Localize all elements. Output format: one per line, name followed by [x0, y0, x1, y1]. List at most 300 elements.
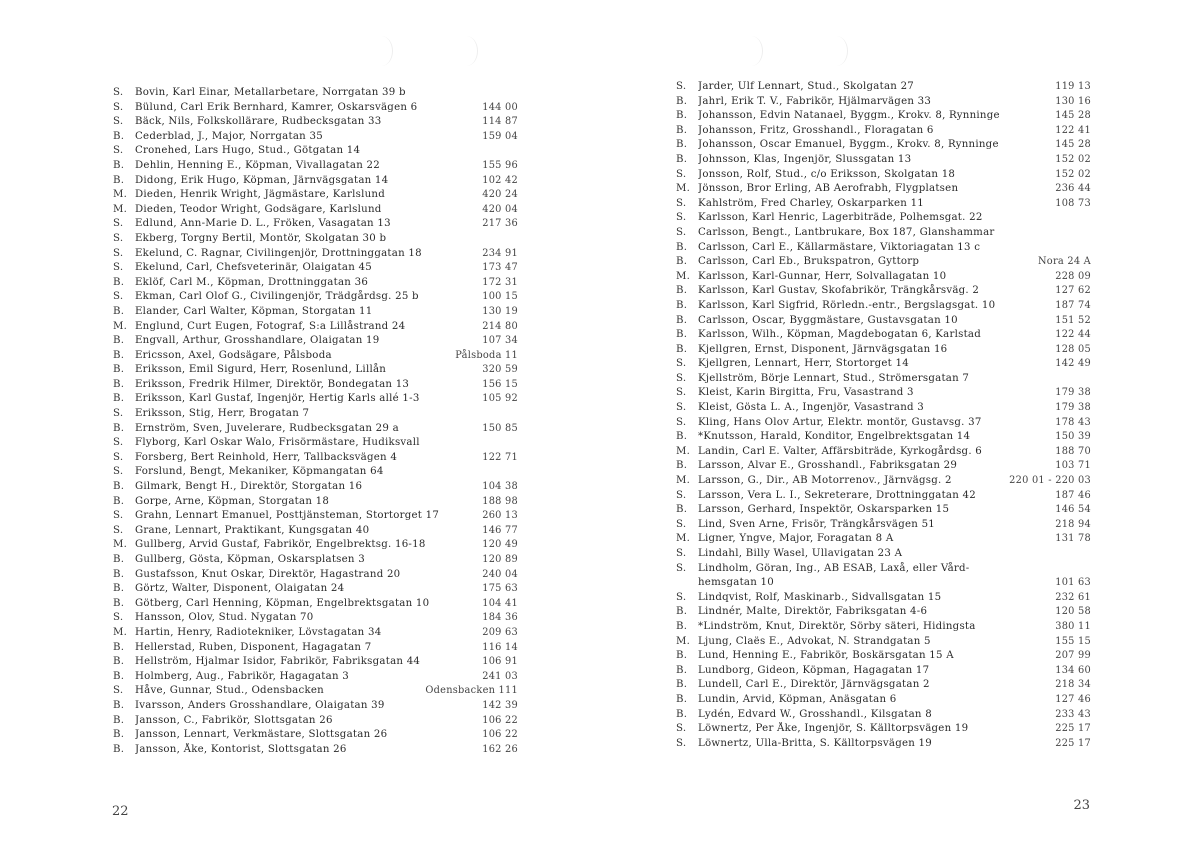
phone-number: 100 15 — [482, 291, 518, 303]
directory-entry — [113, 86, 518, 101]
entry-text: Hellström, Hjalmar Isidor, Fabrikör, Fabriksgatan 44 — [135, 656, 421, 668]
entry-text: Lundell, Carl E., Direktör, Järnvägsgatan 2 — [698, 679, 930, 691]
category-code: S. — [113, 524, 124, 536]
phone-number: 188 98 — [482, 495, 518, 507]
category-code: B. — [676, 664, 688, 676]
entry-text: Karlsson, Wilh., Köpman, Magdebogatan 6, Karlstad — [698, 329, 982, 341]
phone-number: 232 61 — [1055, 591, 1091, 603]
entry-text: Gorpe, Arne, Köpman, Storgatan 18 — [135, 495, 330, 507]
entry-text: Jansson, Lennart, Verkmästare, Slottsgatan 26 — [135, 729, 388, 741]
category-code: S. — [676, 81, 687, 92]
phone-number: 127 46 — [1055, 693, 1091, 705]
directory-entry — [676, 197, 1091, 212]
phone-number: 240 04 — [482, 568, 518, 580]
entry-text: Holmberg, Aug., Fabrikör, Hagagatan 3 — [135, 670, 349, 682]
phone-number: 134 60 — [1055, 664, 1091, 676]
entry-text: Ivarsson, Anders Grosshandlare, Olaigatan 39 — [135, 699, 385, 711]
directory-entry — [113, 495, 518, 510]
category-code: S. — [113, 612, 124, 624]
phone-number: 420 04 — [482, 203, 518, 215]
entry-text: Johansson, Oscar Emanuel, Byggm., Krokv. 8, Rynninge — [698, 139, 999, 151]
category-code: S. — [676, 372, 687, 384]
category-code: S. — [113, 218, 124, 230]
phone-number: 156 15 — [482, 378, 518, 390]
category-code: B. — [676, 620, 688, 632]
category-code: B. — [113, 335, 125, 347]
phone-number: 184 36 — [482, 612, 518, 624]
directory-entry — [113, 641, 518, 656]
entry-text: Forslund, Bengt, Mekaniker, Köpmangatan 64 — [135, 466, 384, 478]
category-code: S. — [676, 416, 687, 428]
directory-entry — [113, 509, 518, 524]
entry-text: Lundin, Arvid, Köpman, Anäsgatan 6 — [698, 693, 897, 705]
phone-number: 218 94 — [1055, 518, 1091, 530]
directory-entry — [113, 728, 518, 743]
entry-text: Landin, Carl E. Valter, Affärsbiträde, Kyrkogårdsg. 6 — [698, 445, 983, 457]
phone-number: 173 47 — [482, 262, 518, 274]
entry-text: Ekelund, Carl, Chefsveterinär, Olaigatan 45 — [135, 262, 372, 274]
right-page — [600, 0, 1200, 848]
phone-number: 179 38 — [1055, 402, 1091, 414]
directory-entry — [676, 328, 1091, 343]
category-code: M. — [113, 320, 128, 332]
directory-entry — [113, 130, 518, 145]
entry-text: Eriksson, Emil Sigurd, Herr, Rosenlund, Lillån — [135, 364, 387, 376]
category-code: S. — [676, 737, 687, 749]
category-code: B. — [676, 139, 688, 151]
category-code: B. — [113, 714, 125, 726]
directory-entry — [113, 378, 518, 393]
entry-text: Lind, Sven Arne, Frisör, Trängkårsvägen 51 — [698, 518, 936, 530]
directory-entry — [113, 568, 518, 583]
entry-text: Götberg, Carl Henning, Köpman, Engelbrektsgatan 10 — [135, 597, 430, 609]
category-code: S. — [676, 197, 687, 209]
phone-number: 122 44 — [1055, 329, 1091, 341]
entry-text: Lindholm, Göran, Ing., AB ESAB, Laxå, eller Vård- — [698, 562, 970, 574]
category-code: S. — [113, 291, 124, 303]
phone-number: 122 71 — [482, 451, 518, 463]
entry-text: *Lindström, Knut, Direktör, Sörby säteri, Hidingsta — [698, 620, 976, 632]
category-code: S. — [113, 262, 124, 274]
phone-number: 151 52 — [1055, 314, 1091, 326]
directory-entry — [676, 518, 1091, 533]
category-code: M. — [113, 189, 128, 201]
directory-entry — [113, 626, 518, 641]
directory-entry — [676, 153, 1091, 168]
phone-number: 175 63 — [482, 583, 518, 595]
phone-number: 159 04 — [482, 130, 518, 142]
category-code: B. — [113, 656, 125, 668]
entry-text: Lundborg, Gideon, Köpman, Hagagatan 17 — [698, 664, 930, 676]
directory-entry — [676, 255, 1091, 270]
category-code: B. — [113, 597, 125, 609]
phone-number: 107 34 — [482, 335, 518, 347]
entry-text: Ernström, Sven, Juvelerare, Rudbecksgatan 29 a — [135, 422, 399, 434]
directory-entry — [676, 372, 1091, 387]
entry-text: Ekelund, C. Ragnar, Civilingenjör, Drottninggatan 18 — [135, 247, 422, 259]
directory-entry — [113, 217, 518, 232]
phone-number: 152 02 — [1055, 153, 1091, 165]
entry-text: Görtz, Walter, Disponent, Olaigatan 24 — [135, 583, 345, 595]
directory-entry — [676, 416, 1091, 431]
entry-text: Ekberg, Torgny Bertil, Montör, Skolgatan 30 b — [135, 232, 387, 244]
entry-text: Grahn, Lennart Emanuel, Posttjänsteman, Stortorget 17 — [135, 510, 440, 522]
category-code: S. — [113, 510, 124, 522]
directory-entry — [676, 241, 1091, 256]
entry-text: Karlsson, Karl Gustav, Skofabrikör, Trängkårsväg. 2 — [698, 285, 980, 297]
phone-number: 172 31 — [482, 276, 518, 288]
phone-number: 380 11 — [1055, 620, 1091, 632]
phone-number: 144 00 — [482, 101, 518, 113]
category-code: B. — [113, 130, 125, 142]
category-code: S. — [676, 168, 687, 180]
category-code: B. — [113, 378, 125, 390]
directory-entry — [113, 538, 518, 553]
category-code: M. — [676, 533, 691, 545]
phone-number: 130 19 — [482, 305, 518, 317]
directory-entry — [113, 276, 518, 291]
entry-text: Johnsson, Klas, Ingenjör, Slussgatan 13 — [698, 153, 912, 165]
entry-text: Ekman, Carl Olof G., Civilingenjör, Trädgårdsg. 25 b — [135, 291, 419, 303]
directory-entry — [113, 115, 518, 130]
category-code: B. — [676, 679, 688, 691]
phone-number: 236 44 — [1055, 183, 1091, 195]
category-code: M. — [113, 203, 128, 215]
category-code: M. — [676, 445, 691, 457]
entry-text: Ericsson, Axel, Godsägare, Pålsboda — [135, 349, 332, 361]
entry-text: Eriksson, Karl Gustaf, Ingenjör, Hertig Karls allé 1-3 — [135, 393, 420, 405]
entry-text: Gustafsson, Knut Oskar, Direktör, Hagastrand 20 — [135, 568, 401, 580]
directory-entry — [113, 670, 518, 685]
directory-entries-left — [113, 86, 518, 757]
directory-entry — [113, 261, 518, 276]
directory-entry — [676, 474, 1091, 489]
entry-text: Eriksson, Fredrik Hilmer, Direktör, Bondegatan 13 — [135, 378, 410, 390]
phone-number: 234 91 — [482, 247, 518, 259]
entry-text: Jahrl, Erik T. V., Fabrikör, Hjälmarvägen 33 — [698, 95, 932, 107]
category-code: S. — [113, 451, 124, 463]
directory-entry — [113, 553, 518, 568]
category-code: B. — [113, 554, 125, 565]
directory-entry — [676, 211, 1091, 226]
entry-text: Kjellström, Börje Lennart, Stud., Strömersgatan 7 — [698, 372, 970, 384]
entry-text: Dieden, Henrik Wright, Jägmästare, Karlslund — [135, 189, 385, 201]
category-code: S. — [113, 232, 124, 244]
category-code: S. — [676, 212, 687, 224]
entry-text: Bäck, Nils, Folkskollärare, Rudbecksgatan 33 — [135, 116, 382, 128]
phone-number: Odensbacken 111 — [425, 685, 518, 697]
entry-text: Engvall, Arthur, Grosshandlare, Olaigatan 19 — [135, 335, 380, 347]
category-code: S. — [676, 723, 687, 735]
phone-number: 187 74 — [1055, 299, 1091, 311]
category-code: B. — [676, 153, 688, 165]
phone-number: 187 46 — [1055, 489, 1091, 501]
entry-text: Ligner, Yngve, Major, Foragatan 8 A — [698, 533, 894, 545]
entry-text: Elander, Carl Walter, Köpman, Storgatan 11 — [135, 305, 373, 317]
phone-number: 145 28 — [1055, 110, 1091, 122]
phone-number: 146 77 — [482, 524, 518, 536]
directory-entry — [676, 635, 1091, 650]
entry-text: Johansson, Fritz, Grosshandl., Floragatan 6 — [698, 124, 934, 136]
directory-entry — [113, 743, 518, 758]
entry-text: Hansson, Olov, Stud. Nygatan 70 — [135, 612, 314, 624]
directory-entry — [113, 159, 518, 174]
phone-number: Pålsboda 11 — [455, 349, 518, 361]
entry-text: Larsson, G., Dir., AB Motorrenov., Järnvägsg. 2 — [698, 475, 952, 487]
directory-entry — [113, 101, 518, 116]
phone-number: 218 34 — [1055, 679, 1091, 691]
phone-number: 106 22 — [482, 729, 518, 741]
directory-entry — [676, 314, 1091, 329]
entry-text: Löwnertz, Per Åke, Ingenjör, S. Källtorpsvägen 19 — [698, 723, 969, 735]
category-code: B. — [113, 349, 125, 361]
category-code: B. — [113, 159, 125, 171]
entry-text: Löwnertz, Ulla-Britta, S. Källtorpsvägen 19 — [698, 737, 933, 749]
directory-entry — [113, 714, 518, 729]
category-code: S. — [113, 101, 124, 113]
category-code: S. — [113, 466, 124, 478]
category-code: B. — [113, 641, 125, 653]
phone-number: 214 80 — [482, 320, 518, 332]
phone-number: 220 01 - 220 03 — [1009, 475, 1091, 487]
category-code: S. — [676, 226, 687, 238]
directory-entry — [113, 363, 518, 378]
directory-entry — [113, 582, 518, 597]
entry-text: Gilmark, Bengt H., Direktör, Storgatan 16 — [135, 481, 363, 493]
phone-number: Nora 24 A — [1037, 256, 1091, 268]
category-code: B. — [113, 670, 125, 682]
category-code: S. — [676, 591, 687, 603]
entry-text: Lindqvist, Rolf, Maskinarb., Sidvallsgatan 15 — [698, 591, 942, 603]
directory-entry — [113, 305, 518, 320]
category-code: B. — [113, 276, 125, 288]
category-code: B. — [113, 743, 125, 755]
phone-number: 114 87 — [482, 116, 518, 128]
directory-entry — [676, 664, 1091, 679]
entry-text: Karlsson, Karl Henric, Lagerbiträde, Polhemsgat. 22 — [698, 212, 983, 224]
entry-text: Carlsson, Carl Eb., Brukspatron, Gyttorp — [698, 256, 920, 268]
entry-text: Flyborg, Karl Oskar Walo, Frisörmästare, Hudiksvall — [135, 437, 420, 449]
entry-text: Dieden, Teodor Wright, Godsägare, Karlslund — [135, 203, 382, 215]
directory-entry — [676, 605, 1091, 620]
directory-entry — [113, 524, 518, 539]
directory-entry — [113, 422, 518, 437]
category-code: B. — [113, 393, 125, 405]
directory-entry — [676, 649, 1091, 664]
category-code: B. — [113, 174, 125, 186]
directory-entry — [676, 124, 1091, 139]
category-code: B. — [113, 305, 125, 317]
entry-text: Cederblad, J., Major, Norrgatan 35 — [135, 130, 323, 142]
directory-entry — [676, 576, 1091, 591]
phone-number: 142 39 — [482, 699, 518, 711]
directory-entry — [113, 465, 518, 480]
category-code: S. — [113, 408, 124, 420]
category-code: B. — [113, 729, 125, 741]
entry-text: Jansson, Åke, Kontorist, Slottsgatan 26 — [135, 743, 347, 755]
category-code: S. — [113, 145, 124, 157]
category-code: S. — [676, 562, 687, 574]
category-code: S. — [676, 402, 687, 414]
category-code: B. — [676, 95, 688, 107]
category-code: B. — [676, 329, 688, 341]
phone-number: 178 43 — [1055, 416, 1091, 428]
category-code: M. — [676, 475, 691, 487]
category-code: B. — [676, 606, 688, 618]
directory-entry — [676, 459, 1091, 474]
directory-entry — [676, 95, 1091, 110]
phone-number: 127 62 — [1055, 285, 1091, 297]
entry-text: Didong, Erik Hugo, Köpman, Järnvägsgatan 14 — [135, 174, 389, 186]
phone-number: 101 63 — [1055, 577, 1091, 589]
directory-entry — [676, 562, 1091, 577]
entry-text: Kleist, Karin Birgitta, Fru, Vasastrand 3 — [698, 387, 914, 399]
category-code: B. — [113, 364, 125, 376]
directory-entry — [113, 144, 518, 159]
directory-entry — [676, 270, 1091, 285]
entry-text: Kjellgren, Lennart, Herr, Stortorget 14 — [698, 358, 909, 370]
phone-number: 130 16 — [1055, 95, 1091, 107]
phone-number: 105 92 — [482, 393, 518, 405]
category-code: B. — [113, 568, 125, 580]
directory-entry — [113, 232, 518, 247]
directory-entry — [676, 737, 1091, 752]
category-code: B. — [676, 650, 688, 662]
phone-number: 150 39 — [1055, 431, 1091, 443]
entry-text: Larsson, Gerhard, Inspektör, Oskarsparken 15 — [698, 504, 950, 516]
category-code: B. — [676, 241, 688, 253]
category-code: S. — [113, 87, 124, 98]
entry-text: Bovin, Karl Einar, Metallarbetare, Norrgatan 39 b — [135, 87, 406, 98]
phone-number: 150 85 — [482, 422, 518, 434]
phone-number: 119 13 — [1055, 81, 1091, 92]
phone-number: 120 89 — [482, 554, 518, 565]
phone-number: 420 24 — [482, 189, 518, 201]
category-code: B. — [113, 699, 125, 711]
entry-text: Bülund, Carl Erik Bernhard, Kamrer, Oskarsvägen 6 — [135, 101, 418, 113]
directory-entry — [113, 247, 518, 262]
category-code: B. — [676, 343, 688, 355]
page-number: 22 — [112, 804, 129, 819]
category-code: S. — [676, 518, 687, 530]
category-code: B. — [113, 583, 125, 595]
directory-entry — [676, 708, 1091, 723]
entry-text: Kjellgren, Ernst, Disponent, Järnvägsgatan 16 — [698, 343, 948, 355]
phone-number: 106 22 — [482, 714, 518, 726]
entry-text: Grane, Lennart, Praktikant, Kungsgatan 40 — [135, 524, 370, 536]
category-code: S. — [113, 247, 124, 259]
directory-entry — [676, 532, 1091, 547]
directory-entry — [113, 451, 518, 466]
phone-number: 320 59 — [482, 364, 518, 376]
category-code: M. — [676, 270, 691, 282]
directory-entry — [676, 109, 1091, 124]
directory-entry — [113, 392, 518, 407]
entry-text: Edlund, Ann-Marie D. L., Fröken, Vasagatan 13 — [135, 218, 391, 230]
phone-number: 228 09 — [1055, 270, 1091, 282]
directory-entry — [676, 284, 1091, 299]
directory-entry — [676, 678, 1091, 693]
directory-entry — [113, 597, 518, 612]
directory-entry — [676, 693, 1091, 708]
phone-number: 145 28 — [1055, 139, 1091, 151]
directory-entry — [113, 334, 518, 349]
directory-entry — [113, 436, 518, 451]
category-code: B. — [676, 285, 688, 297]
phone-number: 233 43 — [1055, 708, 1091, 720]
phone-number: 155 96 — [482, 159, 518, 171]
category-code: B. — [676, 460, 688, 472]
entry-text: Kling, Hans Olov Artur, Elektr. montör, Gustavsg. 37 — [698, 416, 982, 428]
category-code: M. — [113, 626, 128, 638]
category-code: B. — [676, 314, 688, 326]
phone-number: 241 03 — [482, 670, 518, 682]
phone-number: 179 38 — [1055, 387, 1091, 399]
phone-number: 225 17 — [1055, 737, 1091, 749]
directory-entries-right — [676, 80, 1091, 751]
phone-number: 146 54 — [1055, 504, 1091, 516]
phone-number: 209 63 — [482, 626, 518, 638]
phone-number: 102 42 — [482, 174, 518, 186]
category-code: S. — [676, 387, 687, 399]
phone-number: 104 38 — [482, 481, 518, 493]
phone-number: 128 05 — [1055, 343, 1091, 355]
category-code: B. — [113, 495, 125, 507]
entry-text: Jonsson, Rolf, Stud., c/o Eriksson, Skolgatan 18 — [698, 168, 956, 180]
phone-number: 155 15 — [1055, 635, 1091, 647]
entry-text: Forsberg, Bert Reinhold, Herr, Tallbacksvägen 4 — [135, 451, 398, 463]
category-code: B. — [676, 299, 688, 311]
directory-entry — [676, 503, 1091, 518]
phone-number: 116 14 — [482, 641, 518, 653]
entry-text: Gullberg, Gösta, Köpman, Oskarsplatsen 3 — [135, 554, 365, 565]
entry-text: Lindnér, Malte, Direktör, Fabriksgatan 4-6 — [698, 606, 928, 618]
directory-entry — [676, 357, 1091, 372]
entry-text: Carlsson, Bengt., Lantbrukare, Box 187, Glanshammar — [698, 226, 995, 238]
entry-text: Carlsson, Oscar, Byggmästare, Gustavsgatan 10 — [698, 314, 958, 326]
directory-entry — [676, 168, 1091, 183]
directory-entry — [113, 407, 518, 422]
entry-text: Dehlin, Henning E., Köpman, Vivallagatan 22 — [135, 159, 380, 171]
entry-text: Cronehed, Lars Hugo, Stud., Götgatan 14 — [135, 145, 361, 157]
directory-entry — [676, 226, 1091, 241]
directory-entry — [113, 188, 518, 203]
entry-text: Englund, Curt Eugen, Fotograf, S:a Lillåstrand 24 — [135, 320, 406, 332]
directory-entry — [676, 445, 1091, 460]
category-code: B. — [676, 124, 688, 136]
directory-entry — [676, 299, 1091, 314]
directory-entry — [676, 401, 1091, 416]
directory-entry — [676, 489, 1091, 504]
directory-entry — [113, 320, 518, 335]
entry-text: Jansson, C., Fabrikör, Slottsgatan 26 — [135, 714, 333, 726]
category-code: S. — [676, 489, 687, 501]
category-code: B. — [676, 504, 688, 516]
category-code: S. — [676, 548, 687, 559]
category-code: B. — [676, 708, 688, 720]
phone-number: 131 78 — [1055, 533, 1091, 545]
entry-text: Kleist, Gösta L. A., Ingenjör, Vasastrand 3 — [698, 402, 925, 414]
phone-number: 104 41 — [482, 597, 518, 609]
entry-text: Gullberg, Arvid Gustaf, Fabrikör, Engelbrektsg. 16-18 — [135, 539, 426, 551]
phone-number: 120 49 — [482, 539, 518, 551]
category-code: M. — [113, 539, 128, 551]
directory-entry — [676, 430, 1091, 445]
directory-entry — [676, 182, 1091, 197]
category-code: B. — [676, 110, 688, 122]
directory-entry — [676, 80, 1091, 95]
directory-entry — [676, 386, 1091, 401]
